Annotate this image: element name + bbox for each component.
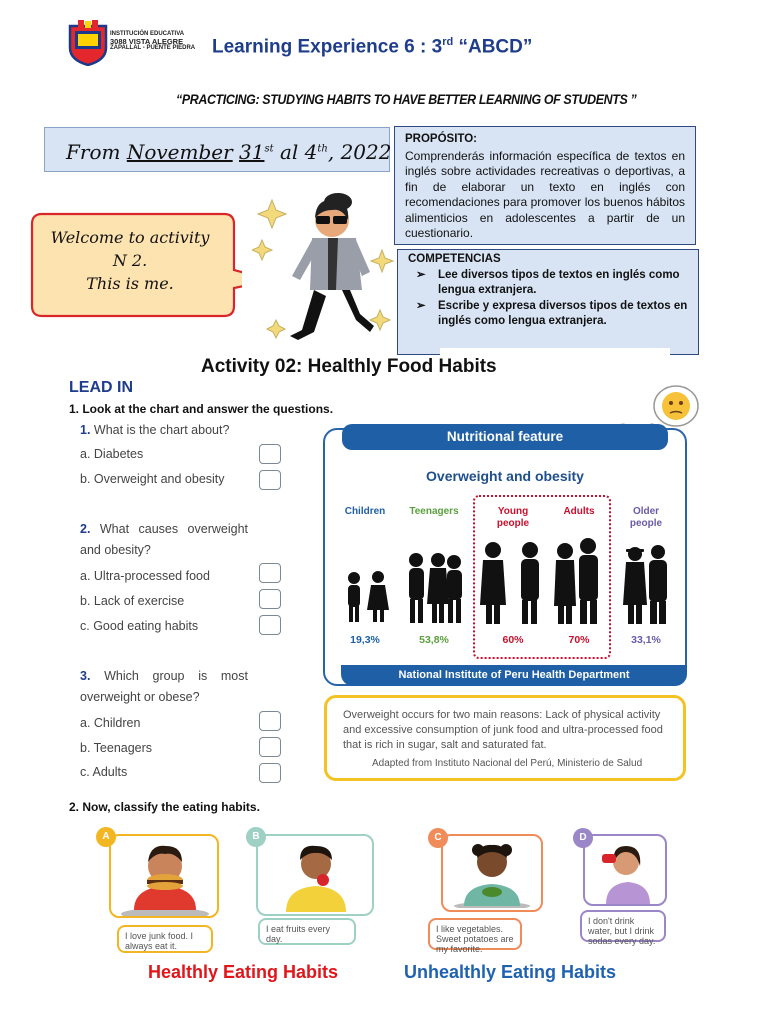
option-text: a. Ultra-processed food [80,569,210,583]
group-percentage: 33,1% [631,634,661,646]
speech-text: I eat fruits every day. [258,918,356,945]
infographic-header: Nutritional feature [342,424,668,450]
date-day: 31 [239,140,265,164]
competencies-box [397,249,699,355]
date-month: November [126,140,233,164]
purpose-text: Comprenderás información específica de textos en inglés sobre actividades recreativas o deportivas, a fin de elaborar un texto en inglés con recomendaciones para promover los buenos hábitos alimenticios en adolescentes a partir de un cuestionario. [405,148,685,240]
welcome-line: Welcome to activity [50,228,210,247]
date-part: From [66,140,127,164]
boy-eating-burger-illustration [120,840,210,916]
question-number: 1. [80,423,91,437]
answer-checkbox[interactable] [259,444,281,464]
answer-checkbox[interactable] [259,737,281,757]
competencies-list [408,268,688,330]
infographic-subtitle: Overweight and obesity [426,468,584,484]
title-text: Learning Experience 6 : 3 [212,36,443,58]
date-sup: st [264,143,274,155]
title-sup: rd [442,36,454,48]
question-text: What is the chart about? [90,423,230,437]
school-logo [66,20,110,66]
welcome-line: This is me. [86,274,174,293]
welcome-text [40,226,220,295]
purpose-box [394,126,696,245]
competencies-heading: COMPETENCIAS [408,253,501,265]
girl-eating-vegetables-illustration [452,840,532,908]
instruction: 1. Look at the chart and answer the questions. [69,402,334,416]
note-source: Adapted from Instituto Nacional del Perú, Ministerio de Salud [372,758,643,769]
option-text: b. Lack of exercise [80,594,185,608]
card-badge: D [573,828,593,848]
question-1 [80,420,248,441]
group-percentage: 70% [568,634,590,646]
card-badge: A [96,827,116,847]
answer-checkbox[interactable] [259,470,281,490]
question-3 [80,666,248,708]
group-label: Young people [496,506,530,529]
teacher-avatar [252,180,402,350]
boy-eating-fruit-illustration [276,840,356,916]
school-line: INSTITUCIÓN EDUCATIVA [110,31,185,37]
headline: “PRACTICING: STUDYING HABITS TO HAVE BETTER LEARNING OF STUDENTS ” [176,92,637,107]
date-year: , 2022 [327,140,392,164]
answer-checkbox[interactable] [259,589,281,609]
answer-checkbox[interactable] [259,563,281,583]
option-text: c. Adults [80,765,128,779]
question-number: 3. [80,669,91,683]
group-label: Older people [629,506,663,529]
school-line: ZAPALLAL - PUENTE PIEDRA [110,45,196,51]
group-label: Adults [563,506,595,517]
question-2 [80,519,248,561]
page-title [212,36,532,58]
card-badge: B [246,827,266,847]
card-badge: C [428,828,448,848]
answer-checkbox[interactable] [259,711,281,731]
group-percentage: 53,8% [419,634,449,646]
date-part: al 4 [273,140,318,164]
answer-checkbox[interactable] [259,763,281,783]
question-text: What causes overweight and obesity? [80,522,248,557]
question-number: 2. [80,522,91,536]
competency-item: ➢ Lee diversos tipos de textos en inglés como lengua extranjera. [438,268,688,299]
healthy-habits-label: Healthly Eating Habits [148,962,339,982]
note-text: Overweight occurs for two main reasons: Lack of physical activity and excessive consumption of junk food and ultra-processed food that is rich in sugar, salt and saturated fat. [343,709,663,751]
speech-text: I love junk food. I always eat it. [117,925,213,953]
section-heading: LEAD IN [69,379,133,396]
group-label: Teenagers [409,506,459,517]
option-text: c. Good eating habits [80,619,199,633]
purpose-heading: PROPÓSITO: [405,133,477,145]
school-name [110,31,195,52]
option-text: a. Diabetes [80,447,144,461]
date-sup: th [317,143,328,155]
date-text [66,140,391,164]
speech-text: I don't drink water, but I drink sodas every day. [580,910,666,942]
instruction: 2. Now, classify the eating habits. [69,800,260,814]
option-text: b. Teenagers [80,741,153,755]
unhealthy-habits-label: Unhealthly Eating Habits [404,962,617,982]
activity-title: Activity 02: Healthly Food Habits [201,356,497,377]
option-text: a. Children [80,716,141,730]
title-text: “ABCD” [453,36,533,58]
infographic-footer: National Institute of Peru Health Department [341,665,687,686]
question-text: Which group is most overweight or obese? [80,669,248,704]
competency-item: ➢ Escribe y expresa diversos tipos de textos en inglés como lengua extranjera. [438,299,688,330]
school-line: 3088 VISTA ALEGRE [110,37,184,46]
group-percentage: 60% [502,634,524,646]
welcome-line: N 2. [112,251,148,270]
option-text: b. Overweight and obesity [80,472,225,486]
people-silhouettes [330,530,680,630]
group-percentage: 19,3% [350,634,380,646]
group-label: Children [344,506,386,517]
speech-text: I like vegetables. Sweet potatoes are my favorite. [428,918,522,950]
girl-drinking-soda-illustration [592,840,658,904]
answer-checkbox[interactable] [259,615,281,635]
